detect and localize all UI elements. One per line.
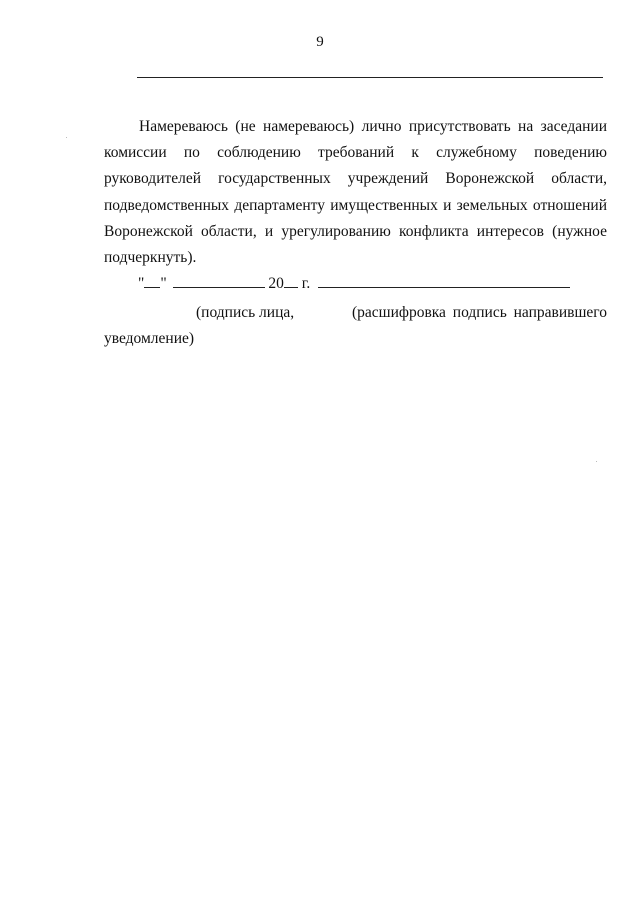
signature-blank bbox=[318, 273, 570, 288]
date-signature-line bbox=[104, 273, 607, 294]
page-number: 9 bbox=[316, 34, 324, 50]
year-blank bbox=[284, 273, 298, 288]
caption-continuation: уведомление) bbox=[104, 330, 195, 347]
day-blank bbox=[144, 273, 160, 288]
year-prefix: 20 bbox=[268, 275, 284, 292]
header-rule bbox=[137, 77, 603, 78]
notice-paragraph bbox=[104, 114, 607, 271]
signature-captions bbox=[104, 300, 607, 352]
caption-signature: (подпись лица, bbox=[196, 304, 295, 321]
year-suffix: г. bbox=[301, 275, 311, 292]
caption-decoding: (расшифровка подпись направившего bbox=[352, 304, 607, 321]
quote-open: " bbox=[138, 275, 145, 292]
caption-row bbox=[104, 300, 607, 326]
scan-speck bbox=[596, 461, 597, 462]
quote-close: " bbox=[160, 275, 167, 292]
notice-paragraph-text: Намереваюсь (не намереваюсь) лично присутствовать на заседании комиссии по соблюдению требований к служебному поведению руководителей государственных учреждений Воронежской области, подведомственных департаменту имущественных и земельных отношений Воронежской области, и урегулированию конфликта интересов (нужное подчеркнуть). bbox=[104, 118, 607, 267]
month-blank bbox=[173, 273, 265, 288]
scan-speck bbox=[66, 137, 67, 138]
